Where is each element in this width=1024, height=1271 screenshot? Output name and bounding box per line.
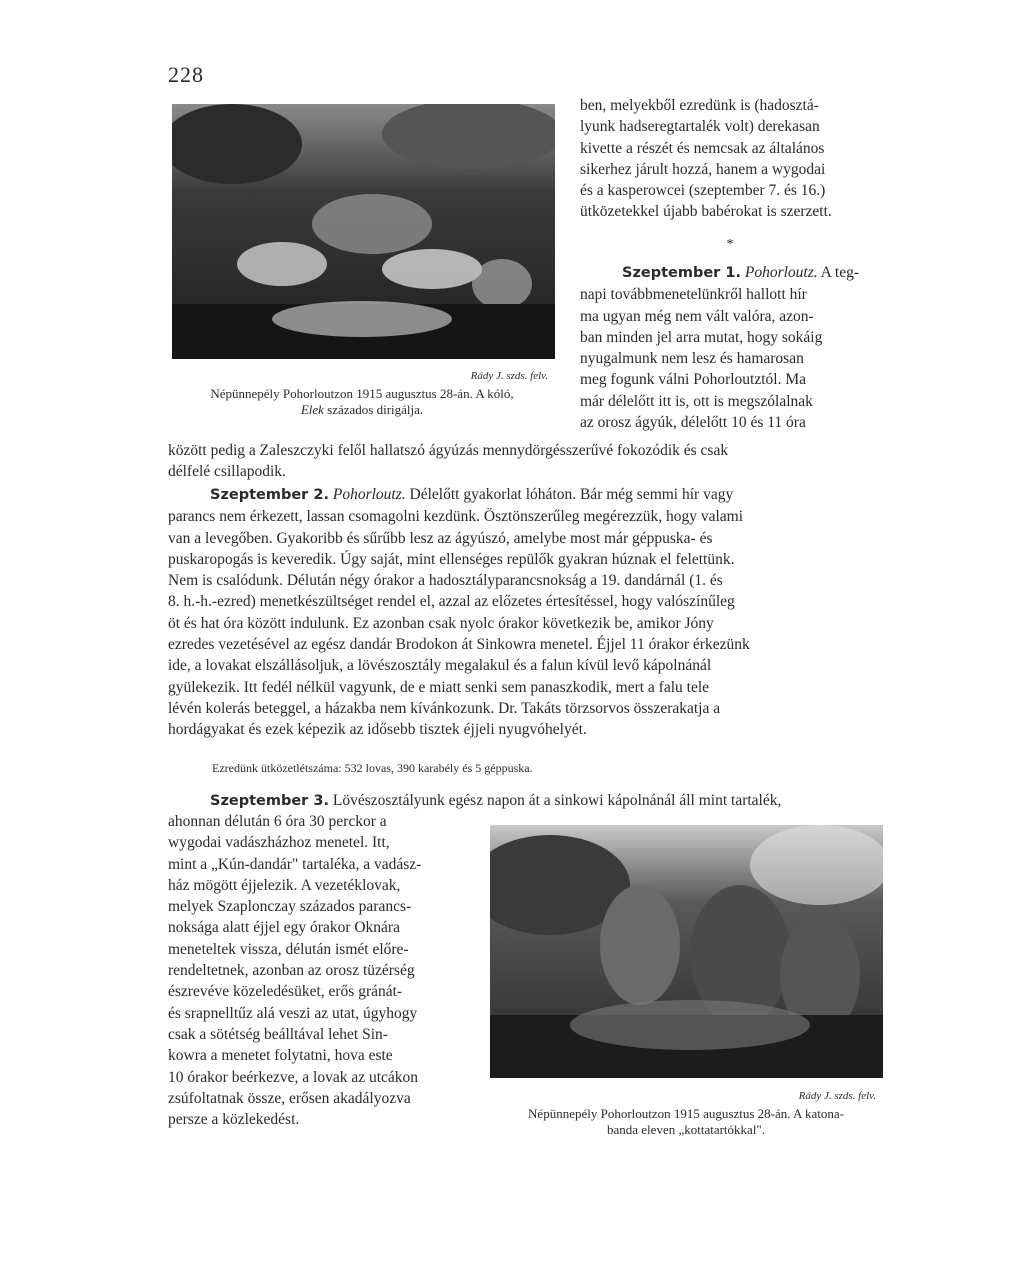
text-line: ezredes vezetésével az egész dandár Brodokon át Sinkowra menetel. Éjjel 11 órakor érkezünk xyxy=(168,636,750,654)
text-line: meneteltek vissza, délután ismét előre- xyxy=(168,940,409,958)
text-line: napi továbbmenetelünkről hallott hír xyxy=(580,286,807,304)
text-line: van a levegőben. Gyakoribb és sűrűbb lesz az ágyúszó, amelybe most már géppuska- és xyxy=(168,529,713,547)
text-line: hordágyakat és ezek képezik az idősebb tisztek éjjeli nyugvóhelyét. xyxy=(168,721,587,739)
text-line: már délelőtt itt is, ott is megszólalnak xyxy=(580,392,813,410)
text-line: ben, melyekből ezredünk is (hadosztá- xyxy=(580,97,819,114)
text-line: Lövészosztályunk egész napon át a sinkowi kápolnánál áll mint tartalék, xyxy=(332,792,782,809)
photo2-credit: Rády J. szds. felv. xyxy=(798,1090,876,1102)
page-number: 228 xyxy=(168,62,204,87)
strength-summary: Ezredünk ütközetlétszáma: 532 lovas, 390 karabély és 5 géppuska. xyxy=(212,761,533,775)
text-line: parancs nem érkezett, lassan csomagolni kezdünk. Ösztönszerűleg megérezzük, hogy valami xyxy=(168,508,744,526)
text-line: kowra a menetet folytatni, hova este xyxy=(168,1047,393,1065)
entry-place: Pohorloutz. xyxy=(744,264,818,281)
text-line: ház mögött éjjelezik. A vezetéklovak, xyxy=(168,876,401,894)
entry-place: Pohorloutz. xyxy=(332,486,406,503)
text-line: öt és hat óra között indulunk. Ez azonban csak nyolc órakor következik be, amikor Jóny xyxy=(168,614,714,632)
entry-september-2 xyxy=(168,484,880,741)
photo2-caption xyxy=(488,1106,884,1138)
entry-date: Szeptember 3. xyxy=(210,793,329,809)
text-line: nyugalmunk nem lesz és hamarosan xyxy=(580,350,804,368)
photo1-caption-rest: százados dirigálja. xyxy=(323,402,424,417)
photo1-credit: Rády J. szds. felv. xyxy=(470,370,548,382)
photo1-caption-line1: Népünnepély Pohorloutzon 1915 augusztus 28-án. A kóló, xyxy=(210,386,514,401)
text-line: az orosz ágyúk, délelőtt 10 és 11 óra xyxy=(580,414,806,432)
text-line: észrevéve közeledésüket, erős gránát- xyxy=(168,983,403,1001)
text-line: ma ugyan még nem vált valóra, azon- xyxy=(580,307,814,325)
text-line: 10 órakor beérkezve, a lovak az utcákon xyxy=(168,1068,419,1086)
photo1-caption-line2 xyxy=(166,402,558,418)
text-line: A teg- xyxy=(820,264,859,281)
text-line: gyülekezik. Itt fedél nélkül vagyunk, de e miatt senki sem panaszkodik, mert a falu tele xyxy=(168,678,710,696)
text-line: és a kasperowcei (szeptember 7. és 16.) xyxy=(580,182,826,200)
entry-date: Szeptember 2. xyxy=(210,487,329,503)
text-line: puskaropogás is keveredik. Úgy saját, mint ellenséges repülők gyakran húznak el felettünk. xyxy=(168,550,735,568)
text-line: sikerhez járult hozzá, hanem a wygodai xyxy=(580,160,826,178)
photo2-caption-line2: banda eleven „kottatartókkal". xyxy=(607,1122,765,1137)
right-column-top-paragraph xyxy=(580,95,880,223)
text-line: ide, a lovakat elszállásoljuk, a lövészosztály megalakul és a falun kívül levő kápolnánál xyxy=(168,657,712,675)
text-line: délfelé csillapodik. xyxy=(168,463,286,481)
text-line: ütközetekkel újabb babérokat is szerzett. xyxy=(580,203,832,221)
text-line: ahonnan délután 6 óra 30 perckor a xyxy=(168,813,387,830)
entry-september-1 xyxy=(580,262,880,433)
text-line: ban minden jel arra mutat, hogy sokáig xyxy=(580,328,823,346)
text-line: lyunk hadseregtartalék volt) derekasan xyxy=(580,118,820,136)
entry-date: Szeptember 1. xyxy=(622,265,741,281)
text-line: Délelőtt gyakorlat lóháton. Bár még semmi hír vagy xyxy=(409,486,734,503)
full-width-continuation xyxy=(168,440,880,483)
photo-military-band xyxy=(490,825,883,1078)
section-separator: * xyxy=(726,237,734,252)
text-line: meg fogunk válni Pohorloutztól. Ma xyxy=(580,371,807,389)
text-line: mint a „Kún-dandár" tartaléka, a vadász- xyxy=(168,855,422,873)
text-line: noksága alatt éjjel egy órakor Oknára xyxy=(168,919,400,937)
text-line: melyek Szaplonczay százados parancs- xyxy=(168,898,412,916)
entry-september-3-first-line xyxy=(168,790,880,812)
text-line: lévén kolerás beteggel, a házakba nem kívánkozunk. Dr. Takáts törzsorvos összerakatja a xyxy=(168,699,721,717)
entry-september-3-body xyxy=(168,811,473,1130)
text-line: csak a sötétség beálltával lehet Sin- xyxy=(168,1025,388,1043)
photo1-caption xyxy=(166,386,558,418)
photo-folk-festival-dance xyxy=(172,104,555,359)
text-line: kivette a részét és nemcsak az általános xyxy=(580,139,825,157)
text-line: rendeltetnek, azonban az orosz tüzérség xyxy=(168,962,415,980)
text-line: Nem is csalódunk. Délután négy órakor a hadosztályparancsnokság a 19. dandárnál (1. és xyxy=(168,572,723,590)
text-line: és srapnelltűz alá veszi az utat, úgyhogy xyxy=(168,1004,418,1022)
text-line: között pedig a Zaleszczyki felől hallatszó ágyúzás mennydörgésszerűvé fokozódik és csak xyxy=(168,442,729,459)
text-line: zsúfoltatnak össze, erősen akadályozva xyxy=(168,1089,411,1107)
text-line: persze a közlekedést. xyxy=(168,1111,300,1129)
photo2-caption-line1: Népünnepély Pohorloutzon 1915 augusztus 28-án. A katona- xyxy=(528,1106,844,1121)
photo1-caption-name: Elek xyxy=(300,402,324,417)
text-line: wygodai vadászházhoz menetel. Itt, xyxy=(168,834,390,852)
text-line: 8. h.-h.-ezred) menetkészültséget rendel el, azzal az előzetes értesítéssel, hogy valószínűleg xyxy=(168,593,735,611)
